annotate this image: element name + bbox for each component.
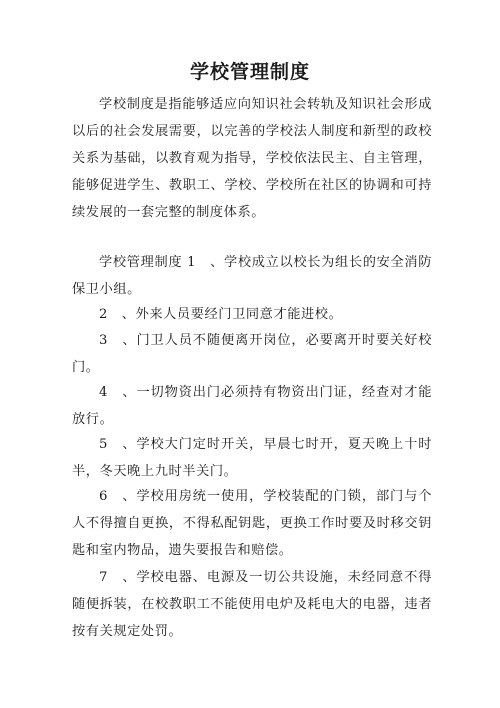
rule-7-paragraph: 7 、学校电器、电源及一切公共设施，未经同意不得随便拆装，在校教职工不能使用电炉及耗电大的电器，违者按有关规定处罚。 xyxy=(72,570,432,639)
intro-paragraph: 学校制度是指能够适应向知识社会转轨及知识社会形成以后的社会发展需要，以完善的学校法人制度和新型的政校关系为基础，以教育观为指导，学校依法民主、自主管理，能够促进学生、教职工、学校、学校所在社区的协调和可持续发展的一套完整的制度体系。 xyxy=(72,97,432,220)
rule-3-paragraph: 3 、门卫人员不随便离开岗位，必要离开时要关好校门。 xyxy=(72,333,432,375)
rule-5-paragraph: 5 、学校大门定时开关，早晨七时开，夏天晚上十时半，冬天晚上九时半关门。 xyxy=(72,437,432,479)
rule-1-paragraph: 学校管理制度 1 、学校成立以校长为组长的安全消防保卫小组。 xyxy=(72,255,432,297)
rule-4-paragraph: 4 、一切物资出门必须持有物资出门证，经查对才能放行。 xyxy=(72,385,432,427)
rule-2-paragraph: 2 、外来人员要经门卫同意才能进校。 xyxy=(99,307,343,322)
rule-6-paragraph: 6 、学校用房统一使用，学校装配的门锁，部门与个人不得擅自更换，不得私配钥匙，更换工作时要及时移交钥匙和室内物品，遗失要报告和赔偿。 xyxy=(72,489,432,558)
document-title: 学校管理制度 xyxy=(189,61,310,83)
